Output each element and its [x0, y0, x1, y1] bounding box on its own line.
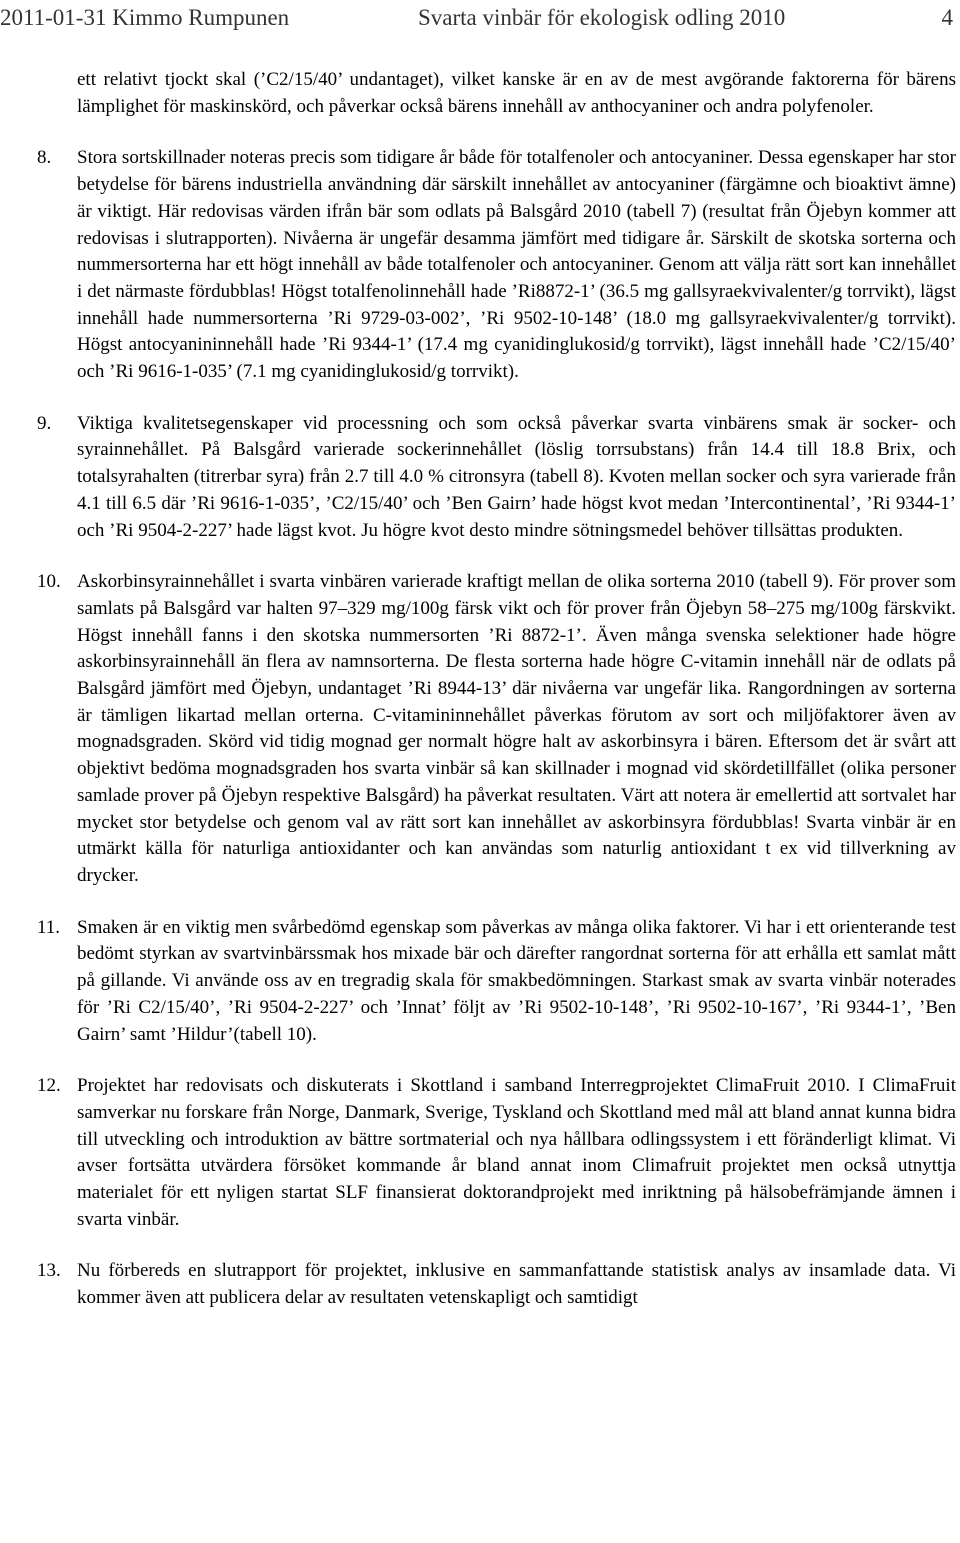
list-item-8: [0, 145, 960, 385]
list-item-number: 10.: [37, 571, 61, 593]
list-item-text: Nu förbereds en slutrapport för projektet, inklusive en sammanfattande statistisk analys av insamlade data. Vi kommer även att publicera delar av resultaten vetenskapligt och samtidigt: [77, 1260, 956, 1309]
header-page-number: 4: [941, 5, 953, 30]
list-item-9: [0, 411, 960, 545]
list-item-text: Stora sortskillnader noteras precis som tidigare år både för totalfenoler och antocyaniner. Dessa egenskaper har stor betydelse för bärens industriella användning där särskilt innehållet av antocyaniner (färgämne och bioaktivt ämne) är viktigt. Här redovisas värden ifrån bär som odlats på Balsgård 2010 (tabell 7) (resultat från Öjebyn kommer att redovisas i slutrapporten). Nivåerna är ungefär desamma jämfört med tidigare år. Särskilt de skotska sorterna och nummersorterna har ett högt innehåll av både totalfenoler och antocyaniner. Genom att välja rätt sort kan innehållet i det närmaste fördubblas! Högst totalfenolinnehåll hade ’Ri8872-1’ (36.5 mg gallsyraekvivalenter/g torrvikt), lägst innehåll hade nummersorterna ’Ri 9729-03-002’, ’Ri 9502-10-148’ (18.0 mg gallsyraekvivalenter/g torrvikt). Högst antocyanininnehåll hade ’Ri 9344-1’ (17.4 mg cyanidinglukosid/g torrvikt), lägst innehåll hade ’C2/15/40’ och ’Ri 9616-1-035’ (7.1 mg cyanidinglukosid/g torrvikt).: [77, 147, 956, 383]
intro-paragraph: [0, 67, 960, 120]
list-item-number: 13.: [37, 1260, 61, 1282]
list-item-11: [0, 915, 960, 1049]
list-item-text: Askorbinsyrainnehållet i svarta vinbären varierade kraftigt mellan de olika sorterna 2010 (tabell 9). För prover som samlats på Balsgård var halten 97–329 mg/100g färsk vikt och för prover från Öjebyn 58–275 mg/100g färskvikt. Högst innehåll fanns i den skotska nummersorten ’Ri 8872-1’. Även många svenska selektioner hade högre askorbinsyrainnehåll än flera av namnsorterna. De flesta sorterna hade högre C-vitamin innehåll när de odlats på Balsgård jämfört med Öjebyn, undantaget ’Ri 8944-13’ där nivåerna var ungefär lika. Rangordningen av sorterna är tämligen likartad mellan orterna. C-vitamininnehållet påverkas förutom av sort och miljöfaktorer även av mognadsgraden. Skörd vid tidig mognad ger normalt högre halt av askorbinsyra i bären. Eftersom det är svårt att objektivt bedöma mognadsgraden hos svarta vinbär så kan skillnader i mognad vid skördetillfället (olika personer samlade prover på Öjebyn respektive Balsgård) ha påverkat resultaten. Värt att notera är emellertid att sortvalet har mycket stor betydelse och genom val av rätt sort kan innehållet av askorbinsyra fördubblas! Svarta vinbär är en utmärkt källa för naturliga antioxidanter och kan användas som naturlig antioxidant t ex vid tillverkning av drycker.: [77, 571, 956, 886]
list-item-number: 8.: [37, 147, 52, 169]
page-header: [0, 3, 960, 33]
list-item-number: 11.: [37, 916, 61, 938]
header-document-title: Svarta vinbär för ekologisk odling 2010: [418, 5, 786, 30]
header-date-author: 2011-01-31 Kimmo Rumpunen: [0, 5, 290, 30]
list-item-text: Projektet har redovisats och diskuterats i Skottland i samband Interregprojektet ClimaFruit 2010. I ClimaFruit samverkar nu forskare från Norge, Danmark, Sverige, Tyskland och Skottland med mål att bland annat kunna bidra till utveckling och introduktion av bättre sortmaterial och nya hållbara odlingssystem i ett föränderligt klimat. Vi avser fortsätta utvärdera försöket kommande år bland annat inom Climafruit projektet men också utnyttja materialet för ett nyligen startat SLF finansierat doktorandprojekt med inriktning på hälsobefrämjande ämnen i svarta vinbär.: [77, 1075, 956, 1230]
intro-text: ett relativt tjockt skal (’C2/15/40’ undantaget), vilket kanske är en av de mest avgörande faktorerna för bärens lämplighet för maskinskörd, och påverkar också bärens innehåll av anthocyaniner och andra polyfenoler.: [77, 69, 956, 117]
list-item-text: Smaken är en viktig men svårbedömd egenskap som påverkas av många olika faktorer. Vi har i ett orienterande test bedömt styrkan av svartvinbärssmak hos mixade bär och därefter rangordnat sorterna för att erhålla ett samlat mått på gillande. Vi använde oss av en tregradig skala för smakbedömningen. Starkast smak av svarta vinbär noterades för ’Ri C2/15/40’, ’Ri 9504-2-227’ och ’Innat’ följt av ’Ri 9502-10-148’, ’Ri 9502-10-167’, ’Ri 9344-1’, ’Ben Gairn’ samt ’Hildur’(tabell 10).: [77, 916, 956, 1045]
list-item-13: [0, 1258, 960, 1311]
list-item-10: [0, 569, 960, 889]
list-item-number: 9.: [37, 412, 52, 434]
list-item-number: 12.: [37, 1075, 61, 1097]
list-item-text: Viktiga kvalitetsegenskaper vid processning och som också påverkar svarta vinbärens smak är socker- och syrainnehållet. På Balsgård varierade sockerinnehållet (löslig torrsubstans) från 14.4 till 18.8 Brix, och totalsyrahalten (titrerbar syra) från 2.7 till 4.0 % citronsyra (tabell 8). Kvoten mellan socker och syra varierade från 4.1 till 6.5 där ’Ri 9616-1-035’, ’C2/15/40’ och ’Ben Gairn’ hade högst kvot medan ’Intercontinental’, ’Ri 9344-1’ och ’Ri 9504-2-227’ hade lägst kvot. Ju högre kvot desto mindre sötningsmedel behöver tillsättas produkten.: [77, 412, 956, 541]
document-body: [0, 67, 960, 1312]
list-item-12: [0, 1073, 960, 1233]
